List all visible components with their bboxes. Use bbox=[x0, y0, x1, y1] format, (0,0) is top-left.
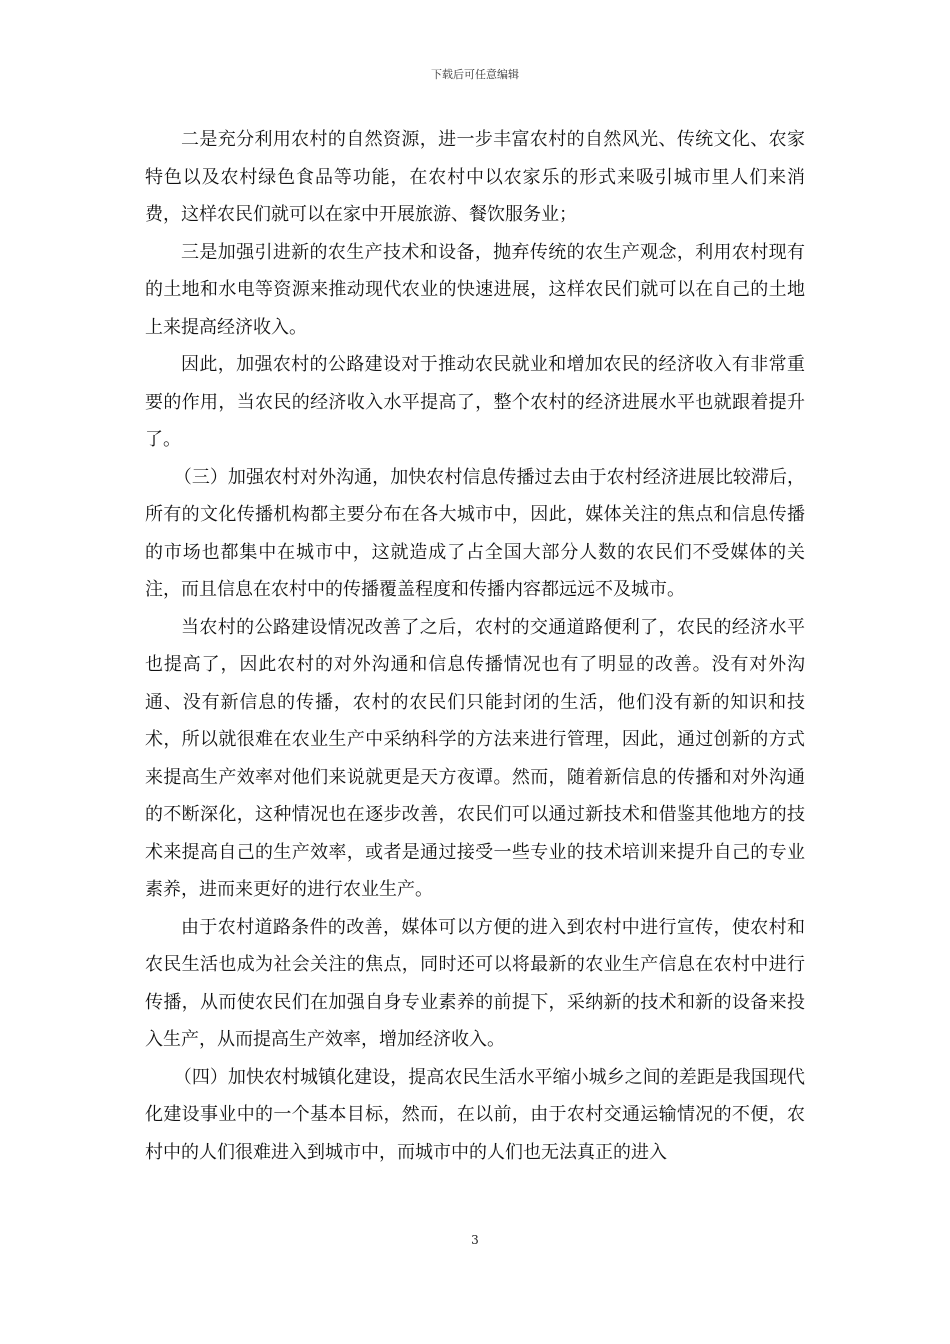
paragraph-section-three: （三）加强农村对外沟通，加快农村信息传播过去由于农村经济进展比较滞后，所有的文化传播机构都主要分布在各大城市中，因此，媒体关注的焦点和信息传播的市场也都集中在城市中，这就造成了占全国大部分人数的农民们不受媒体的关注，而且信息在农村中的传播覆盖程度和传播内容都远远不及城市。 bbox=[145, 466, 805, 600]
page-header: 下载后可任意编辑 bbox=[431, 68, 519, 81]
paragraph-communication: 当农村的公路建设情况改善了之后，农村的交通道路便利了，农民的经济水平也提高了，因此农村的对外沟通和信息传播情况也有了明显的改善。没有对外沟通、没有新信息的传播，农村的农民们只能封闭的生活，他们没有新的知识和技术，所以就很难在农业生产中采纳科学的方法来进行管理，因此，通过创新的方式来提高生产效率对他们来说就更是天方夜谭。然而，随着新信息的传播和对外沟通的不断深化，这种情况也在逐步改善，农民们可以通过新技术和借鉴其他地方的技术来提高自己的生产效率，或者是通过接受一些专业的技术培训来提升自己的专业素养，进而来更好的进行农业生产。 bbox=[145, 616, 805, 900]
paragraph-conclusion: 因此，加强农村的公路建设对于推动农民就业和增加农民的经济收入有非常重要的作用，当农民的经济收入水平提高了，整个农村的经济进展水平也就跟着提升了。 bbox=[145, 354, 805, 450]
body-text bbox=[145, 121, 805, 1171]
paragraph-point-three: 三是加强引进新的农生产技术和设备，抛弃传统的农生产观念，利用农村现有的土地和水电等资源来推动现代农业的快速进展，这样农民们就可以在自己的土地上来提高经济收入。 bbox=[145, 241, 805, 338]
paragraph-media: 由于农村道路条件的改善，媒体可以方便的进入到农村中进行宣传，使农村和农民生活也成为社会关注的焦点，同时还可以将最新的农业生产信息在农村中进行传播，从而使农民们在加强自身专业素养的前提下，采纳新的技术和新的设备来投入生产，从而提高生产效率，增加经济收入。 bbox=[145, 916, 805, 1050]
paragraph-point-two: 二是充分利用农村的自然资源，进一步丰富农村的自然风光、传统文化、农家特色以及农村绿色食品等功能，在农村中以农家乐的形式来吸引城市里人们来消费，这样农民们就可以在家中开展旅游、餐饮服务业； bbox=[145, 129, 805, 225]
page-number: 3 bbox=[471, 1233, 479, 1247]
paragraph-section-four: （四）加快农村城镇化建设，提高农民生活水平缩小城乡之间的差距是我国现代化建设事业中的一个基本目标，然而，在以前，由于农村交通运输情况的不便，农村中的人们很难进入到城市中，而城市中的人们也无法真正的进入 bbox=[145, 1066, 805, 1163]
